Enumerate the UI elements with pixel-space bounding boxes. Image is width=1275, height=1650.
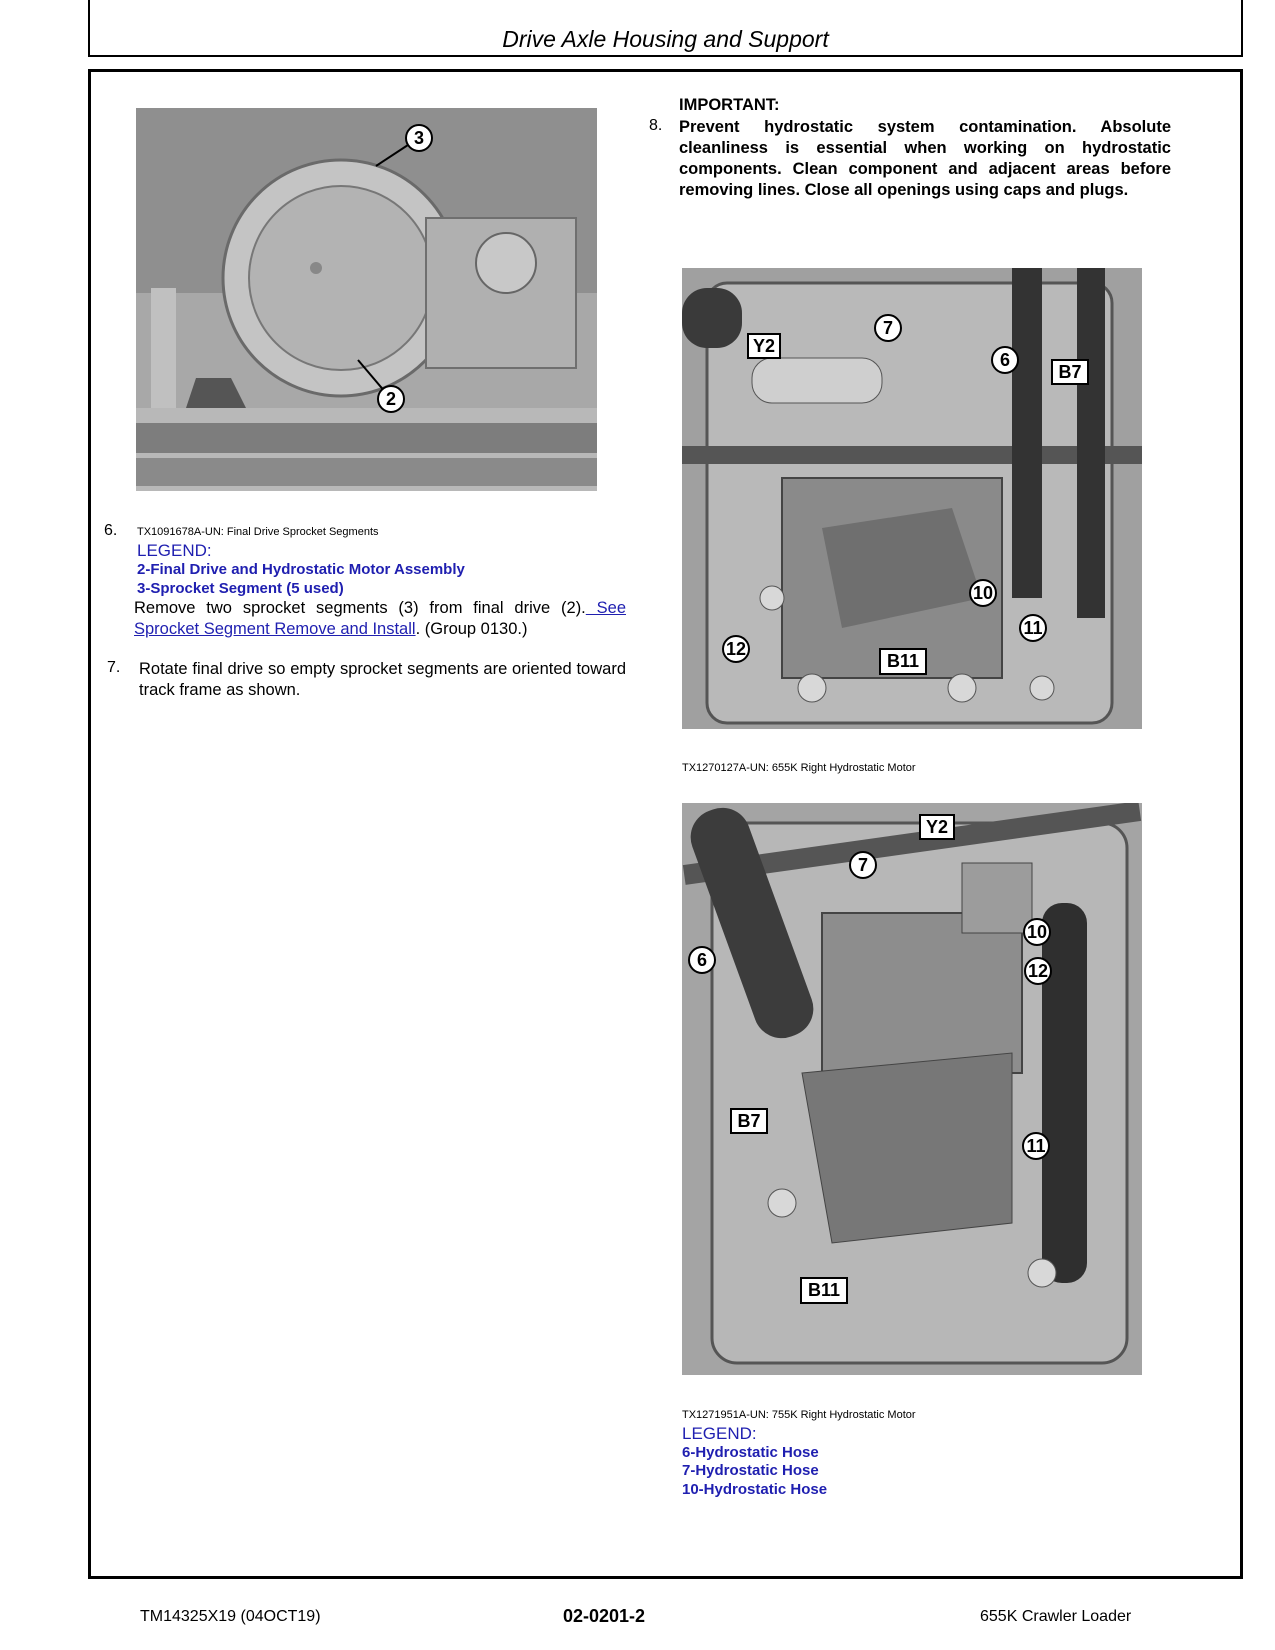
step6-legend-title: LEGEND: <box>137 541 212 560</box>
label-b7-text: B7 <box>1058 362 1082 382</box>
callout-12b-label: 12 <box>1027 961 1049 981</box>
sprocket-segment-link[interactable]: See Sprocket Segment Remove and Install <box>134 599 626 638</box>
step-7-number: 7. <box>107 659 121 676</box>
important-text: Prevent hydrostatic system contamination. Absolute cleanliness is essential when working on hydrostatic components. Clean component and adjacent areas before removing lines. Close all openings using caps and plugs. <box>679 118 1171 199</box>
callout-6b-label: 6 <box>696 950 708 970</box>
photo3-caption: TX1271951A-UN: 755K Right Hydrostatic Motor <box>682 1409 916 1421</box>
label-y2-text: Y2 <box>752 336 776 356</box>
label-b11b-text: B11 <box>807 1280 841 1300</box>
footer-doc-id: TM14325X19 (04OCT19) <box>140 1608 321 1625</box>
legend-item-hose-10: 10-Hydrostatic Hose <box>682 1481 828 1498</box>
legend-item-hose-6: 6-Hydrostatic Hose <box>682 1444 819 1461</box>
legend-item-final-drive: 2-Final Drive and Hydrostatic Motor Assembly <box>137 561 465 578</box>
755k-hydrostatic-motor-photo <box>682 803 1142 1375</box>
footer-page-number: 02-0201-2 <box>563 1606 646 1626</box>
callout-7-label: 7 <box>882 318 894 338</box>
step-6-text <box>134 598 626 640</box>
legend-item-sprocket-segment: 3-Sprocket Segment (5 used) <box>137 580 344 597</box>
page-title: Drive Axle Housing and Support <box>502 26 829 52</box>
label-y2b-text: Y2 <box>925 817 949 837</box>
photo2-caption: TX1270127A-UN: 655K Right Hydrostatic Motor <box>682 762 916 774</box>
right-legend-title: LEGEND: <box>682 1424 757 1443</box>
legend-item-hose-7: 7-Hydrostatic Hose <box>682 1462 819 1479</box>
callout-3-label: 3 <box>413 128 425 148</box>
step-7-text: Rotate final drive so empty sprocket segments are oriented toward track frame as shown. <box>139 660 626 699</box>
step-6-text-before: Remove two sprocket segments (3) from final drive (2). <box>134 599 586 617</box>
callout-2-label: 2 <box>385 389 397 409</box>
photo1-caption: TX1091678A-UN: Final Drive Sprocket Segments <box>137 526 379 538</box>
step-6-number: 6. <box>104 522 118 539</box>
655k-hydrostatic-motor-photo <box>682 268 1142 729</box>
callout-10-label: 10 <box>972 583 994 603</box>
callout-6-label: 6 <box>999 350 1011 370</box>
callout-11-label: 11 <box>1023 618 1043 638</box>
label-b7b-text: B7 <box>737 1111 761 1131</box>
final-drive-sprocket-photo <box>136 108 597 491</box>
callout-7b-label: 7 <box>857 855 869 875</box>
header-frame <box>88 0 1243 57</box>
callout-12-label: 12 <box>725 639 747 659</box>
callout-10b-label: 10 <box>1026 922 1048 942</box>
footer-product: 655K Crawler Loader <box>980 1608 1132 1625</box>
label-b11-text: B11 <box>886 651 920 671</box>
callout-11b-label: 11 <box>1026 1136 1046 1156</box>
step-8-number: 8. <box>649 117 663 134</box>
step-6-text-after: . (Group 0130.) <box>415 620 528 638</box>
important-title: IMPORTANT: <box>679 96 780 114</box>
